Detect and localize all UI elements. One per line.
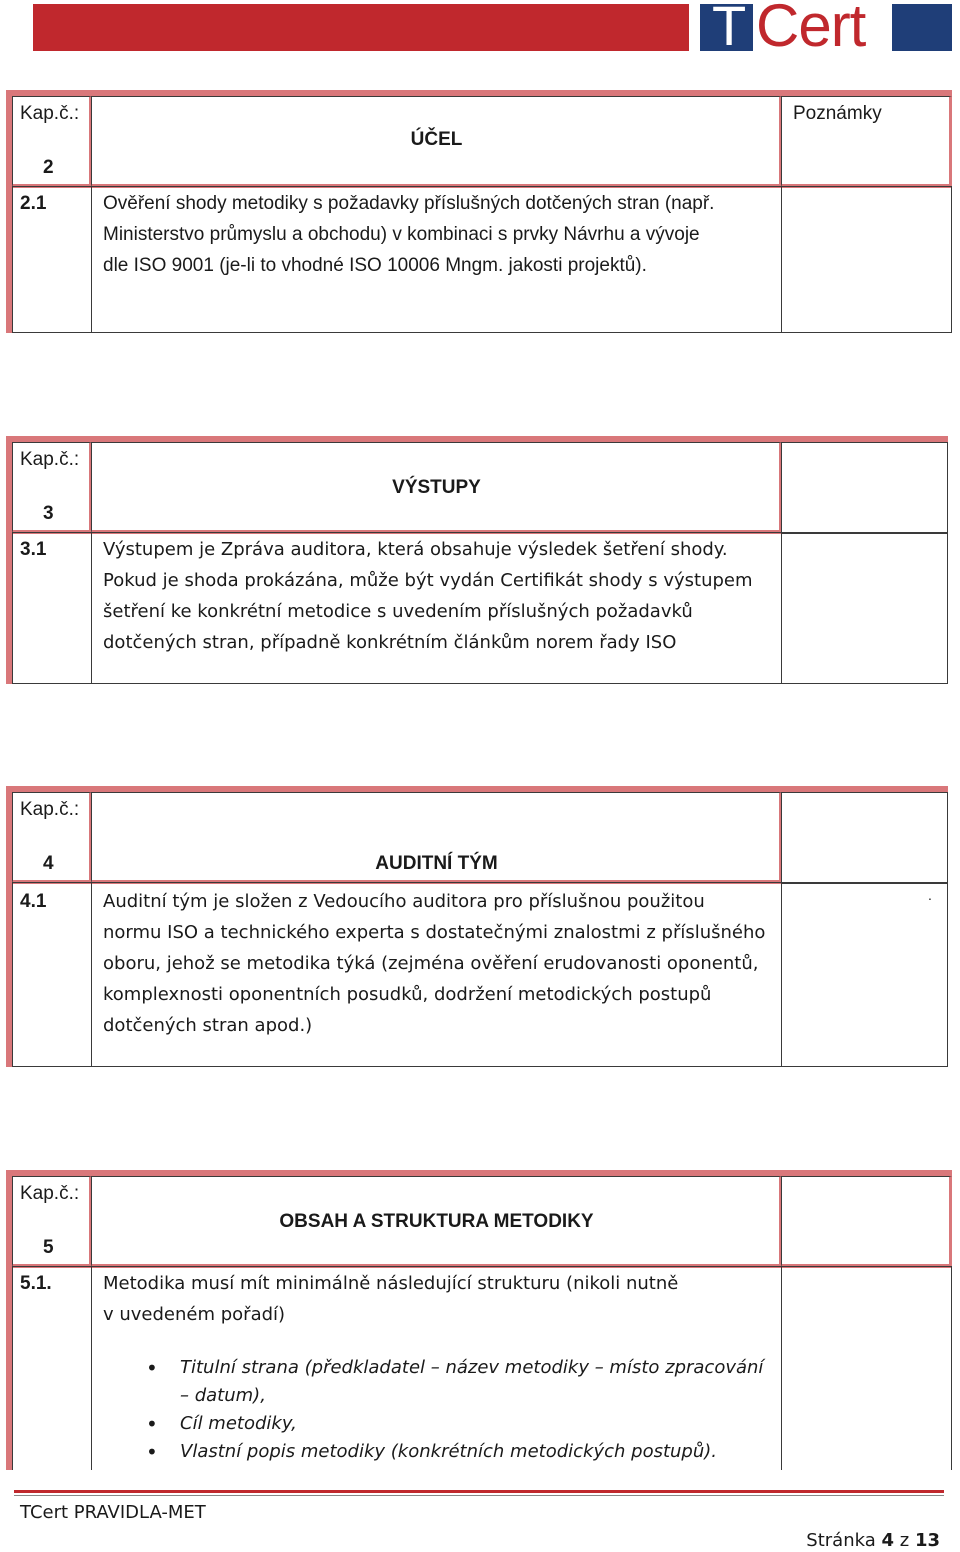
item-number: 4.1 [20,891,47,912]
section-5 [6,1170,948,1470]
item-text-line: normu ISO a technického experta s dostatečnými znalostmi z příslušného [103,922,766,943]
item-number: 5.1. [20,1273,52,1294]
list-item: • Vlastní popis metodiky (konkrétních metodických postupů). [146,1438,780,1466]
item-text-line: Ministerstvo průmyslu a obchodu) v kombinaci s prvky Návrhu a vývoje [103,224,700,245]
notes-cell [781,186,952,333]
notes-mark: . [928,887,932,903]
item-text-line: v uvedeném pořadí) [103,1304,286,1325]
footer-thin-line [14,1495,944,1496]
section-3 [6,436,948,684]
notes-header-cell [781,1176,952,1268]
chapter-number: 4 [43,853,54,874]
item-text-line: oboru, jehož se metodika týká (zejména ověření erudovanosti oponentů, [103,953,759,974]
item-text-line: Výstupem je Zpráva auditora, která obsahuje výsledek šetření shody. [103,539,728,560]
notes-cell [781,882,948,1067]
section-2 [6,90,948,333]
footer-red-line [14,1490,944,1493]
notes-label: Poznámky [793,103,882,124]
section-title: ÚČEL [410,129,463,150]
notes-cell [781,532,948,684]
footer-doc-id: TCert PRAVIDLA-MET [20,1502,206,1523]
page-number: Stránka 4 z 13 [806,1530,940,1551]
item-text-line: dotčených stran apod.) [103,1015,313,1036]
logo-right-box [892,4,952,51]
section-title: OBSAH A STRUKTURA METODIKY [279,1211,594,1232]
structure-list [146,1354,780,1466]
section-title: VÝSTUPY [392,477,481,498]
chapter-number: 5 [43,1237,54,1258]
kap-label: Kap.č.: [20,1183,80,1204]
kap-label: Kap.č.: [20,799,80,820]
item-text-line: Auditní tým je složen z Vedoucího auditora pro příslušnou použitou [103,891,705,912]
item-text-line: Pokud je shoda prokázána, může být vydán Certifikát shody s výstupem [103,570,753,591]
item-text-line: Metodika musí mít minimálně následující strukturu (nikoli nutně [103,1273,679,1294]
section-4 [6,786,948,1067]
item-text-line: dle ISO 9001 (je-li to vhodné ISO 10006 Mngm. jakosti projektů). [103,255,647,276]
logo-cert: Cert [756,0,866,59]
item-number: 2.1 [20,193,47,214]
list-item: • Cíl metodiky, [146,1410,780,1438]
kap-label: Kap.č.: [20,103,80,124]
notes-cell [781,1266,952,1470]
logo-t: T [712,0,747,57]
item-text-line: dotčených stran, případně konkrétním článkům norem řady ISO [103,632,677,653]
item-text-line: Ověření shody metodiky s požadavky příslušných dotčených stran (např. [103,193,715,214]
kap-label: Kap.č.: [20,449,80,470]
item-text-line: šetření ke konkrétní metodice s uvedením příslušných požadavků [103,601,693,622]
header-red-bar [33,4,689,51]
chapter-number: 3 [43,503,54,524]
item-number: 3.1 [20,539,47,560]
section-title: AUDITNÍ TÝM [375,853,498,874]
chapter-number: 2 [43,157,54,178]
item-text-line: komplexnosti oponentních posudků, dodržení metodických postupů [103,984,712,1005]
notes-header-cell [781,442,948,534]
list-item: • Titulní strana (předkladatel – název metodiky – místo zpracování – datum), [146,1354,780,1410]
notes-header-cell [781,792,948,884]
